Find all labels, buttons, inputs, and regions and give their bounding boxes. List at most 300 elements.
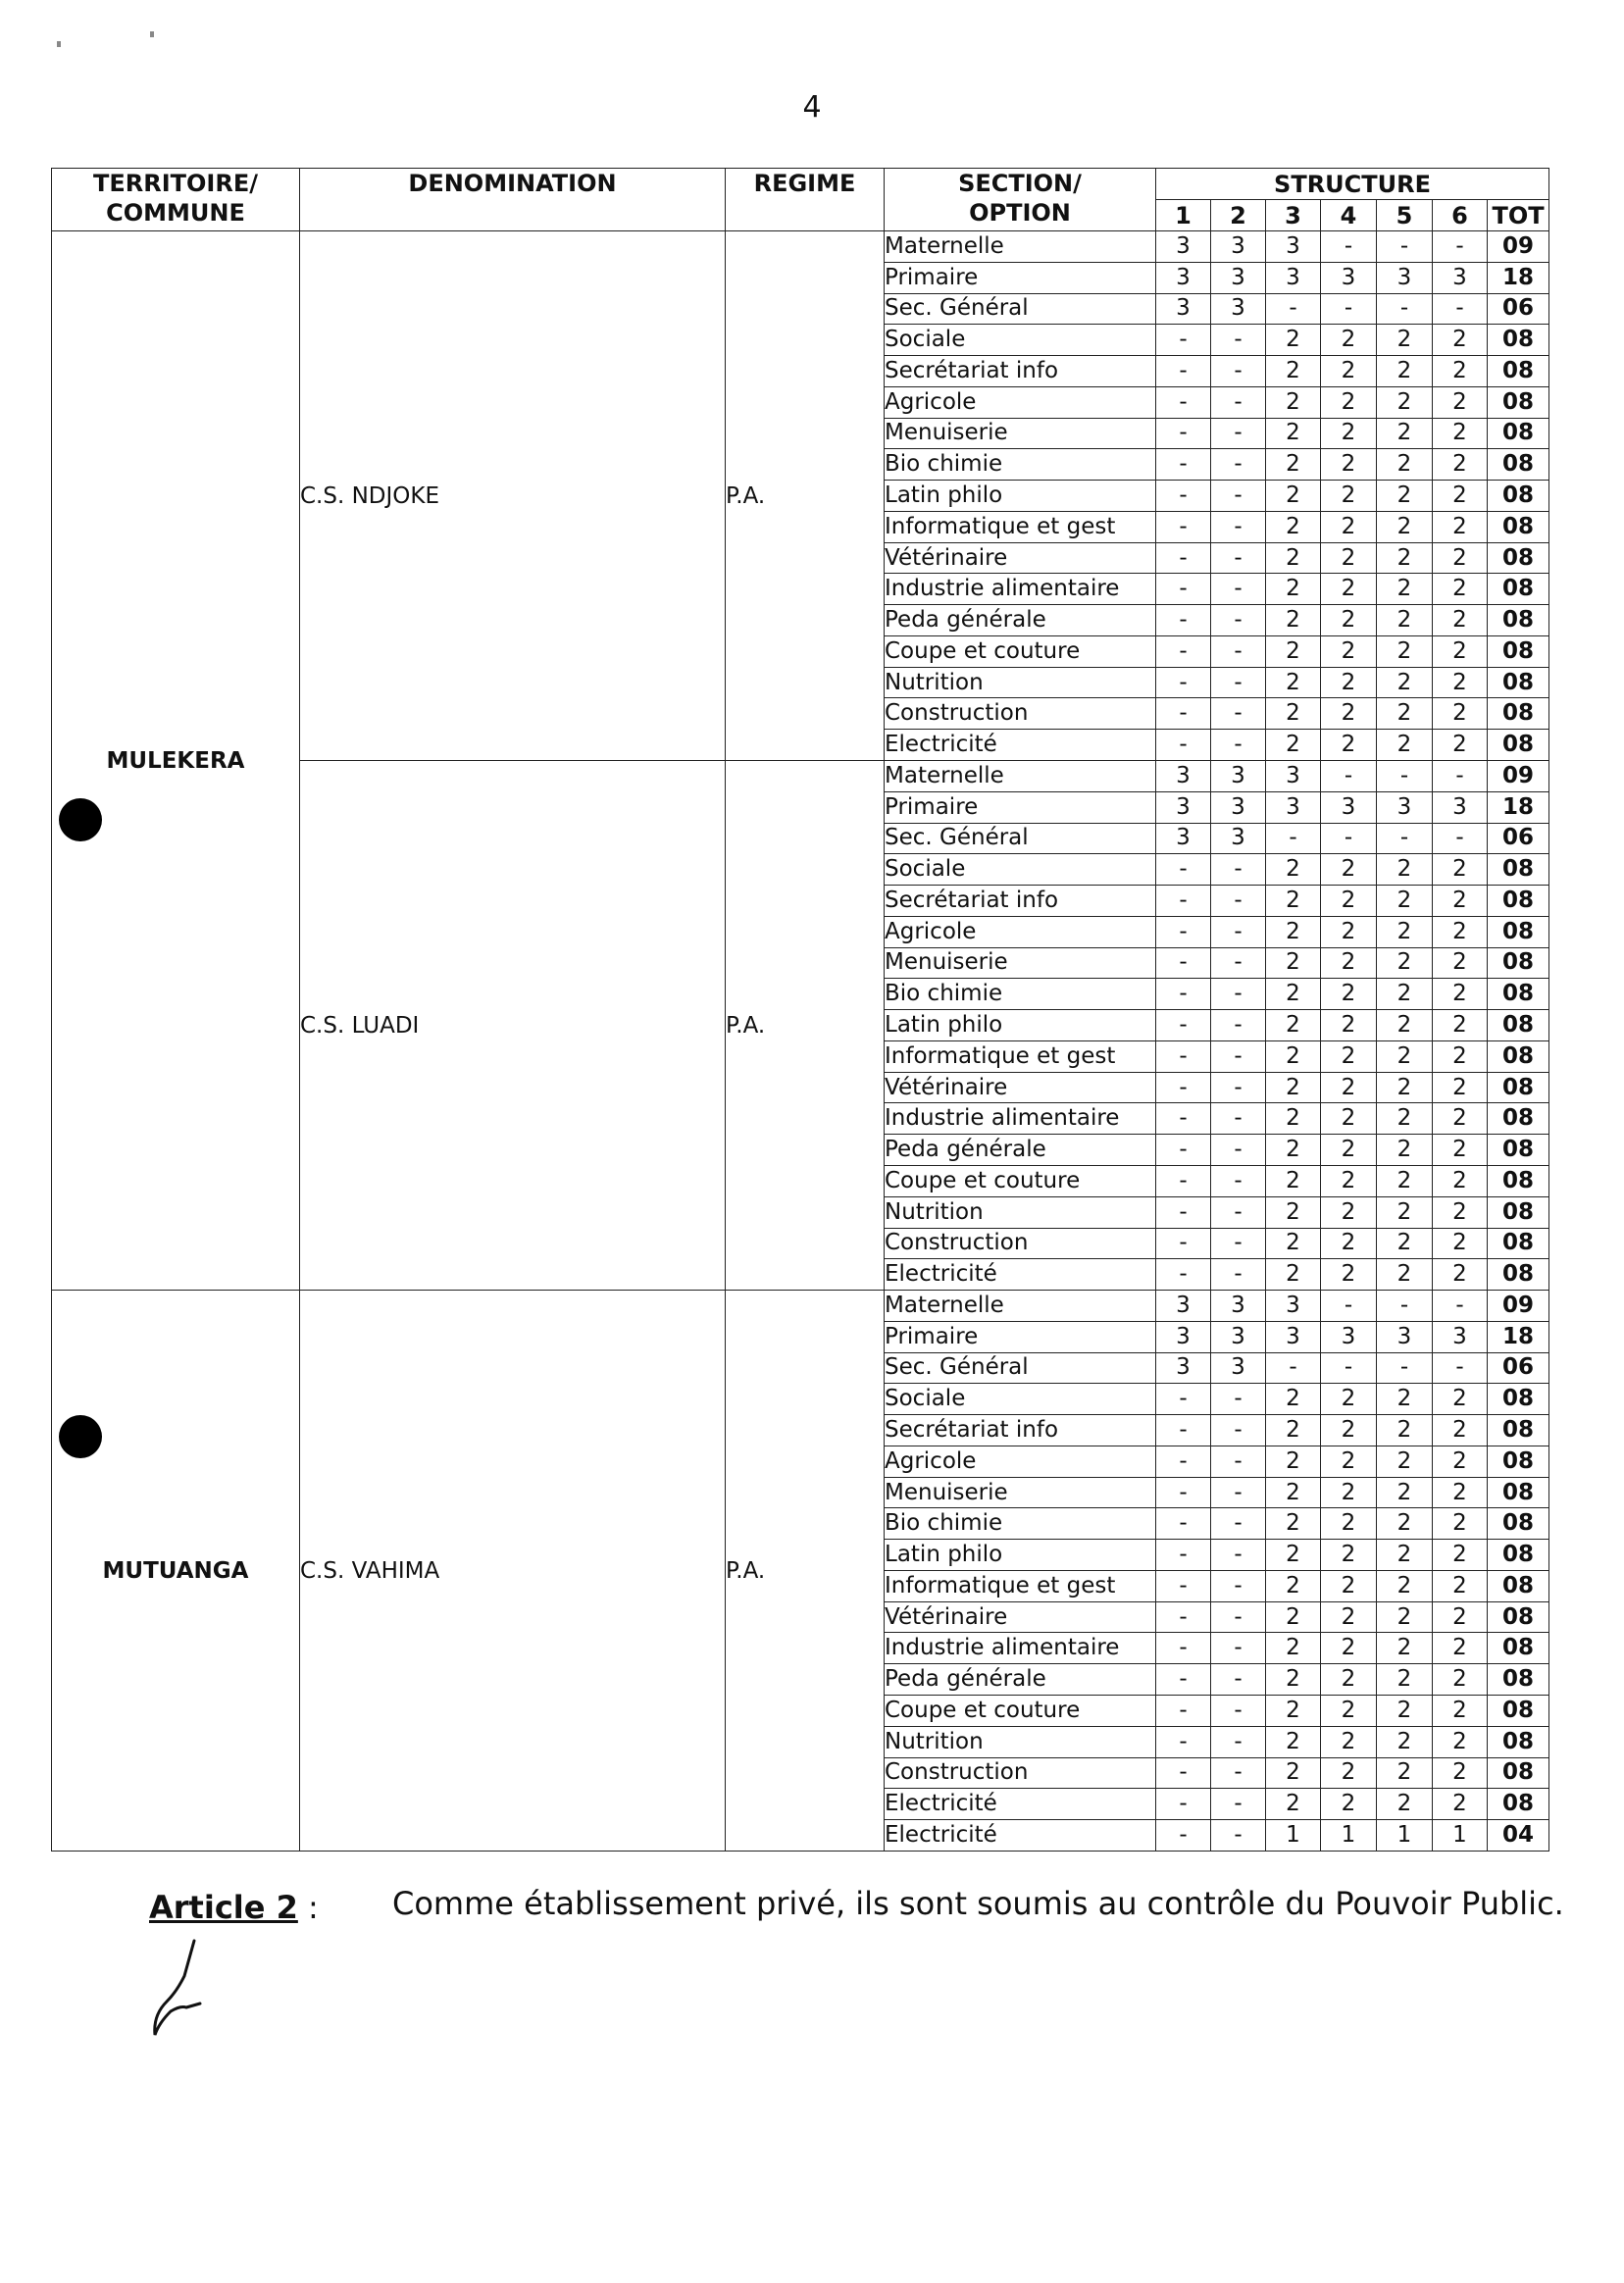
- structure-cell: 2: [1266, 1165, 1321, 1196]
- structure-cell: 2: [1377, 1384, 1433, 1415]
- structure-table: [51, 168, 1549, 1852]
- structure-cell: 2: [1377, 916, 1433, 947]
- option-cell: Maternelle: [885, 761, 1156, 792]
- total-cell: 08: [1488, 605, 1549, 636]
- option-cell: Nutrition: [885, 1726, 1156, 1757]
- structure-cell: -: [1156, 1135, 1211, 1166]
- total-cell: 09: [1488, 1291, 1549, 1322]
- total-cell: 08: [1488, 1040, 1549, 1072]
- hole-punch-dot: [59, 1415, 102, 1458]
- total-cell: 08: [1488, 1664, 1549, 1696]
- total-cell: 08: [1488, 730, 1549, 761]
- option-cell: Sociale: [885, 325, 1156, 356]
- option-cell: Secrétariat info: [885, 356, 1156, 387]
- structure-cell: 2: [1321, 635, 1377, 667]
- structure-cell: -: [1211, 1757, 1266, 1789]
- structure-cell: 2: [1321, 1633, 1377, 1664]
- option-cell: Primaire: [885, 791, 1156, 823]
- structure-cell: -: [1211, 1384, 1266, 1415]
- structure-cell: 2: [1266, 1010, 1321, 1041]
- structure-cell: 3: [1211, 1321, 1266, 1352]
- structure-cell: 2: [1266, 635, 1321, 667]
- article-colon: :: [308, 1889, 319, 1926]
- structure-cell: 2: [1321, 1165, 1377, 1196]
- structure-cell: 2: [1266, 1508, 1321, 1540]
- structure-cell: -: [1211, 1135, 1266, 1166]
- structure-cell: 3: [1433, 1321, 1488, 1352]
- structure-cell: 2: [1377, 1664, 1433, 1696]
- structure-cell: -: [1211, 1072, 1266, 1103]
- total-cell: 04: [1488, 1820, 1549, 1852]
- structure-cell: 2: [1433, 1633, 1488, 1664]
- structure-cell: -: [1156, 667, 1211, 698]
- structure-cell: 2: [1377, 1259, 1433, 1291]
- option-cell: Maternelle: [885, 1291, 1156, 1322]
- denomination-cell: C.S. VAHIMA: [300, 1291, 726, 1852]
- total-cell: 06: [1488, 293, 1549, 325]
- structure-cell: 2: [1266, 667, 1321, 698]
- structure-cell: 2: [1433, 1695, 1488, 1726]
- structure-cell: 2: [1266, 1384, 1321, 1415]
- option-cell: Menuiserie: [885, 1477, 1156, 1508]
- total-cell: 08: [1488, 1259, 1549, 1291]
- structure-cell: -: [1211, 1010, 1266, 1041]
- structure-cell: -: [1156, 1789, 1211, 1820]
- total-cell: 08: [1488, 1228, 1549, 1259]
- option-cell: Agricole: [885, 1446, 1156, 1477]
- option-cell: Informatique et gest: [885, 1040, 1156, 1072]
- structure-cell: 2: [1433, 481, 1488, 512]
- option-cell: Vétérinaire: [885, 1072, 1156, 1103]
- structure-cell: 3: [1156, 262, 1211, 293]
- structure-cell: -: [1156, 325, 1211, 356]
- total-cell: 08: [1488, 916, 1549, 947]
- structure-cell: 3: [1211, 262, 1266, 293]
- structure-cell: 2: [1266, 1040, 1321, 1072]
- structure-cell: 2: [1266, 886, 1321, 917]
- structure-cell: -: [1211, 916, 1266, 947]
- structure-cell: 2: [1433, 1446, 1488, 1477]
- structure-cell: 2: [1377, 418, 1433, 449]
- structure-cell: -: [1211, 854, 1266, 886]
- structure-cell: -: [1156, 1259, 1211, 1291]
- total-cell: 09: [1488, 761, 1549, 792]
- structure-cell: -: [1156, 1165, 1211, 1196]
- total-cell: 08: [1488, 356, 1549, 387]
- total-cell: 08: [1488, 1135, 1549, 1166]
- option-cell: Sec. Général: [885, 1352, 1156, 1384]
- option-cell: Nutrition: [885, 1196, 1156, 1228]
- option-cell: Sec. Général: [885, 293, 1156, 325]
- structure-cell: -: [1321, 1352, 1377, 1384]
- structure-cell: -: [1156, 635, 1211, 667]
- structure-cell: 2: [1321, 1010, 1377, 1041]
- option-cell: Electricité: [885, 1259, 1156, 1291]
- structure-cell: 3: [1156, 791, 1211, 823]
- structure-cell: 2: [1266, 698, 1321, 730]
- structure-cell: -: [1433, 823, 1488, 854]
- total-cell: 08: [1488, 667, 1549, 698]
- structure-cell: 2: [1321, 1508, 1377, 1540]
- structure-cell: 2: [1377, 1040, 1433, 1072]
- structure-cell: 2: [1266, 1757, 1321, 1789]
- option-cell: Secrétariat info: [885, 886, 1156, 917]
- structure-cell: -: [1211, 542, 1266, 574]
- structure-cell: 2: [1266, 854, 1321, 886]
- structure-cell: 2: [1321, 418, 1377, 449]
- structure-cell: 2: [1377, 635, 1433, 667]
- structure-cell: -: [1156, 1540, 1211, 1571]
- structure-cell: 3: [1211, 231, 1266, 263]
- page-number: 4: [802, 90, 822, 125]
- option-cell: Industrie alimentaire: [885, 1103, 1156, 1135]
- structure-cell: 2: [1377, 1072, 1433, 1103]
- structure-cell: 2: [1433, 916, 1488, 947]
- structure-cell: -: [1211, 511, 1266, 542]
- structure-cell: 2: [1377, 1508, 1433, 1540]
- structure-cell: -: [1211, 1228, 1266, 1259]
- total-cell: 08: [1488, 698, 1549, 730]
- option-cell: Vétérinaire: [885, 542, 1156, 574]
- structure-cell: 2: [1433, 1540, 1488, 1571]
- structure-cell: -: [1156, 916, 1211, 947]
- total-cell: 08: [1488, 449, 1549, 481]
- header-territoire: TERRITOIRE/ COMMUNE: [52, 169, 300, 231]
- structure-cell: 2: [1433, 1384, 1488, 1415]
- option-cell: Construction: [885, 1757, 1156, 1789]
- structure-cell: 2: [1266, 1601, 1321, 1633]
- header-col: 5: [1377, 200, 1433, 231]
- structure-cell: 3: [1211, 791, 1266, 823]
- regime-cell: P.A.: [726, 231, 885, 761]
- option-cell: Nutrition: [885, 667, 1156, 698]
- scan-mark: [57, 41, 61, 47]
- structure-cell: 2: [1377, 1415, 1433, 1446]
- structure-cell: -: [1211, 1259, 1266, 1291]
- structure-cell: 2: [1266, 1540, 1321, 1571]
- option-cell: Agricole: [885, 386, 1156, 418]
- structure-cell: 1: [1433, 1820, 1488, 1852]
- structure-cell: -: [1211, 481, 1266, 512]
- structure-cell: -: [1211, 1695, 1266, 1726]
- structure-cell: -: [1321, 823, 1377, 854]
- structure-cell: -: [1211, 698, 1266, 730]
- structure-cell: 2: [1266, 481, 1321, 512]
- structure-cell: -: [1211, 386, 1266, 418]
- structure-cell: 1: [1321, 1820, 1377, 1852]
- structure-cell: 2: [1377, 356, 1433, 387]
- structure-cell: -: [1156, 1820, 1211, 1852]
- structure-cell: 2: [1433, 1415, 1488, 1446]
- total-cell: 08: [1488, 979, 1549, 1010]
- table-row: [52, 231, 1549, 263]
- option-cell: Menuiserie: [885, 947, 1156, 979]
- structure-cell: 2: [1266, 605, 1321, 636]
- option-cell: Construction: [885, 1228, 1156, 1259]
- structure-cell: -: [1266, 1352, 1321, 1384]
- structure-cell: 2: [1377, 1196, 1433, 1228]
- structure-cell: -: [1211, 605, 1266, 636]
- structure-cell: -: [1321, 761, 1377, 792]
- structure-cell: 2: [1266, 1196, 1321, 1228]
- structure-cell: 3: [1377, 791, 1433, 823]
- structure-cell: -: [1211, 1540, 1266, 1571]
- structure-cell: -: [1156, 1633, 1211, 1664]
- option-cell: Informatique et gest: [885, 1570, 1156, 1601]
- structure-cell: 2: [1321, 1664, 1377, 1696]
- total-cell: 08: [1488, 1633, 1549, 1664]
- option-cell: Vétérinaire: [885, 1601, 1156, 1633]
- header-col: 4: [1321, 200, 1377, 231]
- structure-cell: -: [1211, 1601, 1266, 1633]
- structure-cell: 2: [1321, 386, 1377, 418]
- structure-cell: -: [1156, 947, 1211, 979]
- option-cell: Bio chimie: [885, 979, 1156, 1010]
- structure-cell: 2: [1377, 1165, 1433, 1196]
- structure-cell: 2: [1433, 635, 1488, 667]
- structure-cell: 2: [1321, 1695, 1377, 1726]
- structure-cell: 2: [1321, 1135, 1377, 1166]
- structure-cell: 2: [1377, 1446, 1433, 1477]
- structure-cell: -: [1211, 667, 1266, 698]
- option-cell: Sec. Général: [885, 823, 1156, 854]
- total-cell: 18: [1488, 1321, 1549, 1352]
- structure-cell: -: [1211, 1789, 1266, 1820]
- structure-cell: -: [1211, 418, 1266, 449]
- structure-cell: 2: [1433, 1135, 1488, 1166]
- structure-cell: 2: [1266, 1228, 1321, 1259]
- option-cell: Peda générale: [885, 1135, 1156, 1166]
- structure-cell: 2: [1321, 1259, 1377, 1291]
- structure-cell: 2: [1377, 1789, 1433, 1820]
- structure-cell: 2: [1377, 481, 1433, 512]
- structure-cell: 2: [1433, 1165, 1488, 1196]
- structure-cell: -: [1156, 1695, 1211, 1726]
- option-cell: Agricole: [885, 916, 1156, 947]
- header-denomination: DENOMINATION: [300, 169, 726, 231]
- structure-cell: -: [1211, 1664, 1266, 1696]
- structure-cell: 2: [1377, 574, 1433, 605]
- structure-cell: 3: [1156, 293, 1211, 325]
- option-cell: Latin philo: [885, 1540, 1156, 1571]
- structure-cell: 2: [1433, 886, 1488, 917]
- structure-cell: 2: [1433, 947, 1488, 979]
- option-cell: Industrie alimentaire: [885, 574, 1156, 605]
- structure-cell: 2: [1266, 356, 1321, 387]
- structure-cell: -: [1156, 1757, 1211, 1789]
- option-cell: Peda générale: [885, 1664, 1156, 1696]
- structure-cell: 3: [1156, 231, 1211, 263]
- structure-cell: 3: [1211, 761, 1266, 792]
- structure-cell: -: [1156, 1508, 1211, 1540]
- structure-cell: -: [1156, 1196, 1211, 1228]
- total-cell: 08: [1488, 1695, 1549, 1726]
- option-cell: Sociale: [885, 854, 1156, 886]
- structure-cell: 2: [1321, 449, 1377, 481]
- scan-mark: [150, 31, 154, 37]
- structure-cell: -: [1211, 1508, 1266, 1540]
- structure-cell: 1: [1377, 1820, 1433, 1852]
- structure-cell: 3: [1321, 262, 1377, 293]
- structure-cell: 2: [1321, 1757, 1377, 1789]
- structure-cell: 3: [1266, 761, 1321, 792]
- structure-cell: 2: [1433, 1259, 1488, 1291]
- total-cell: 09: [1488, 231, 1549, 263]
- structure-cell: 2: [1321, 1726, 1377, 1757]
- structure-cell: -: [1156, 1103, 1211, 1135]
- structure-cell: 2: [1433, 325, 1488, 356]
- structure-cell: -: [1321, 231, 1377, 263]
- structure-cell: 2: [1433, 1570, 1488, 1601]
- structure-cell: 2: [1266, 1477, 1321, 1508]
- structure-cell: 2: [1433, 1508, 1488, 1540]
- structure-cell: 2: [1321, 1415, 1377, 1446]
- structure-cell: 2: [1433, 1103, 1488, 1135]
- structure-cell: -: [1211, 356, 1266, 387]
- option-cell: Electricité: [885, 730, 1156, 761]
- structure-cell: -: [1156, 1726, 1211, 1757]
- structure-cell: 3: [1377, 1321, 1433, 1352]
- structure-cell: -: [1156, 542, 1211, 574]
- structure-cell: 2: [1377, 947, 1433, 979]
- structure-cell: -: [1377, 231, 1433, 263]
- structure-cell: 3: [1377, 262, 1433, 293]
- structure-cell: 2: [1321, 979, 1377, 1010]
- structure-cell: -: [1211, 1570, 1266, 1601]
- structure-cell: 2: [1321, 1570, 1377, 1601]
- structure-cell: 3: [1156, 1352, 1211, 1384]
- structure-cell: -: [1211, 1820, 1266, 1852]
- structure-cell: -: [1377, 1291, 1433, 1322]
- structure-cell: 2: [1266, 1103, 1321, 1135]
- structure-cell: -: [1211, 1633, 1266, 1664]
- structure-cell: -: [1211, 886, 1266, 917]
- structure-cell: 2: [1321, 325, 1377, 356]
- structure-cell: 2: [1321, 947, 1377, 979]
- structure-cell: 2: [1377, 698, 1433, 730]
- structure-cell: 2: [1266, 511, 1321, 542]
- structure-cell: -: [1211, 449, 1266, 481]
- option-cell: Sociale: [885, 1384, 1156, 1415]
- structure-cell: 2: [1266, 1072, 1321, 1103]
- total-cell: 08: [1488, 325, 1549, 356]
- structure-cell: -: [1156, 511, 1211, 542]
- structure-cell: 2: [1321, 481, 1377, 512]
- structure-cell: 2: [1321, 542, 1377, 574]
- option-cell: Primaire: [885, 262, 1156, 293]
- structure-cell: 2: [1266, 730, 1321, 761]
- structure-cell: -: [1211, 574, 1266, 605]
- header-col: 3: [1266, 200, 1321, 231]
- total-cell: 08: [1488, 1010, 1549, 1041]
- structure-cell: 2: [1321, 916, 1377, 947]
- header-section-option: SECTION/ OPTION: [885, 169, 1156, 231]
- structure-cell: 2: [1321, 574, 1377, 605]
- structure-cell: 2: [1377, 979, 1433, 1010]
- structure-cell: 3: [1211, 1352, 1266, 1384]
- structure-cell: -: [1211, 979, 1266, 1010]
- structure-cell: 2: [1377, 511, 1433, 542]
- structure-cell: -: [1156, 886, 1211, 917]
- structure-cell: 2: [1377, 886, 1433, 917]
- header-structure: STRUCTURE: [1156, 169, 1549, 200]
- structure-cell: 2: [1433, 730, 1488, 761]
- total-cell: 08: [1488, 1540, 1549, 1571]
- total-cell: 08: [1488, 1477, 1549, 1508]
- option-cell: Secrétariat info: [885, 1415, 1156, 1446]
- structure-cell: -: [1377, 293, 1433, 325]
- structure-cell: 2: [1433, 418, 1488, 449]
- structure-cell: 2: [1377, 542, 1433, 574]
- total-cell: 08: [1488, 511, 1549, 542]
- option-cell: Maternelle: [885, 231, 1156, 263]
- structure-cell: 2: [1377, 1135, 1433, 1166]
- structure-cell: 2: [1377, 1228, 1433, 1259]
- option-cell: Latin philo: [885, 1010, 1156, 1041]
- structure-cell: -: [1433, 1352, 1488, 1384]
- structure-cell: 2: [1266, 947, 1321, 979]
- structure-cell: 2: [1433, 1757, 1488, 1789]
- structure-cell: 2: [1266, 1446, 1321, 1477]
- option-cell: Informatique et gest: [885, 511, 1156, 542]
- total-cell: 08: [1488, 481, 1549, 512]
- structure-cell: -: [1211, 1103, 1266, 1135]
- structure-cell: 2: [1433, 542, 1488, 574]
- structure-cell: 2: [1433, 1726, 1488, 1757]
- regime-cell: P.A.: [726, 761, 885, 1291]
- structure-cell: 2: [1321, 356, 1377, 387]
- structure-cell: 2: [1266, 979, 1321, 1010]
- structure-cell: -: [1156, 730, 1211, 761]
- structure-cell: 2: [1433, 667, 1488, 698]
- structure-cell: 2: [1266, 1259, 1321, 1291]
- structure-cell: -: [1266, 293, 1321, 325]
- structure-cell: 2: [1433, 854, 1488, 886]
- option-cell: Construction: [885, 698, 1156, 730]
- structure-cell: 2: [1266, 1695, 1321, 1726]
- structure-cell: -: [1211, 1446, 1266, 1477]
- structure-cell: 2: [1321, 1477, 1377, 1508]
- structure-cell: 2: [1266, 386, 1321, 418]
- total-cell: 08: [1488, 386, 1549, 418]
- structure-cell: 2: [1321, 1789, 1377, 1820]
- structure-cell: 2: [1321, 854, 1377, 886]
- structure-cell: 2: [1377, 449, 1433, 481]
- structure-cell: 2: [1266, 1789, 1321, 1820]
- structure-cell: 2: [1377, 1633, 1433, 1664]
- structure-cell: 2: [1433, 1228, 1488, 1259]
- total-cell: 08: [1488, 1165, 1549, 1196]
- structure-cell: -: [1156, 418, 1211, 449]
- option-cell: Coupe et couture: [885, 635, 1156, 667]
- header-col: 1: [1156, 200, 1211, 231]
- option-cell: Menuiserie: [885, 418, 1156, 449]
- article-label: Article 2: [149, 1889, 298, 1926]
- structure-cell: 2: [1321, 1072, 1377, 1103]
- article-text: Comme établissement privé, ils sont soumis au contrôle du Pouvoir Public.: [392, 1885, 1564, 1922]
- structure-cell: 2: [1321, 511, 1377, 542]
- denomination-cell: C.S. NDJOKE: [300, 231, 726, 761]
- total-cell: 08: [1488, 1601, 1549, 1633]
- header-regime: REGIME: [726, 169, 885, 231]
- structure-cell: 2: [1433, 1601, 1488, 1633]
- structure-cell: -: [1156, 854, 1211, 886]
- structure-cell: 2: [1377, 854, 1433, 886]
- structure-cell: 2: [1377, 1477, 1433, 1508]
- structure-cell: 2: [1266, 916, 1321, 947]
- option-cell: Bio chimie: [885, 1508, 1156, 1540]
- structure-cell: 3: [1266, 791, 1321, 823]
